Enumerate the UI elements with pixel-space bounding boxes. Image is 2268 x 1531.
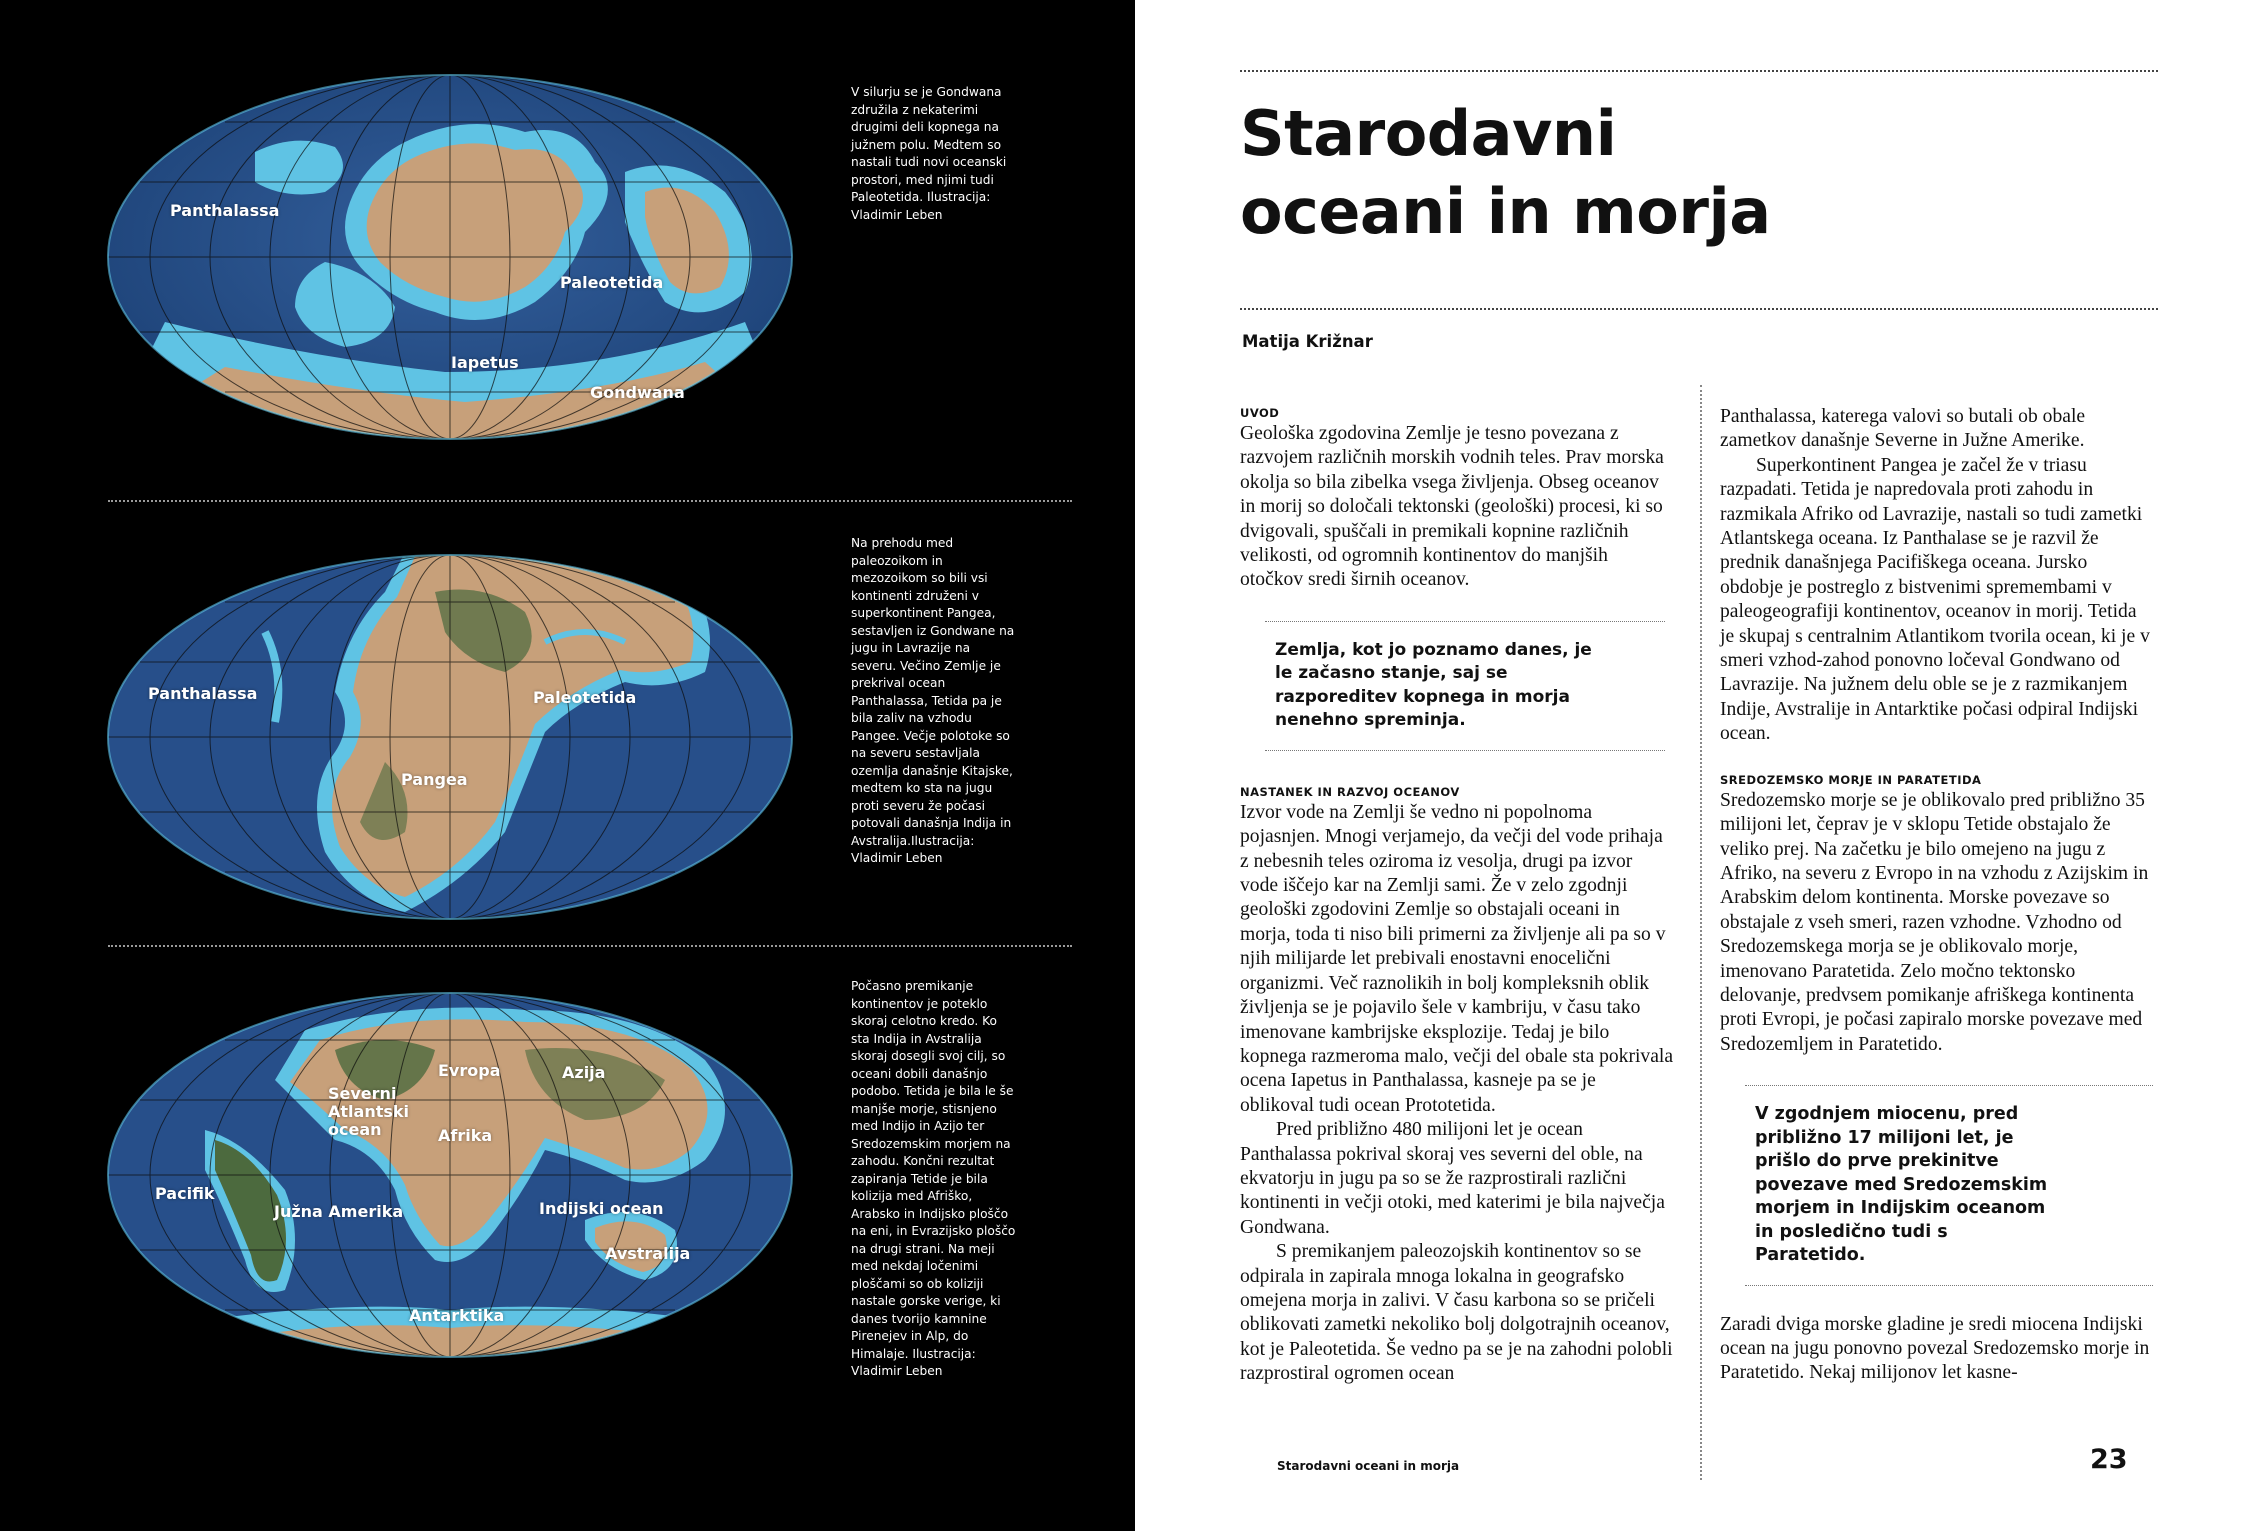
map-caption: Počasno premikanje kontinentov je poteklo skoraj celotno kredo. Ko sta Indija in Avstralija skoraj dosegli svoj cilj, so oceani dobili današnjo podobo. Tetida je bila le še manjše morje, stisnjeno med Indijo in Azijo ter Sredozemskim morjem na zahodu. Končni rezultat zapiranja Tetide je bila kolizija med Afriško, Arabsko in Indijsko ploščo na eni, in Evrazijsko ploščo na drugi strani. Na meji med nekdaj ločenimi ploščami so ob koliziji nastale gorske verige, ki danes tvorijo kamnine Pirenejev in Alp, do Himalaje. Ilustracija: Vladimir Leben — [851, 979, 1016, 1378]
map-label: Pangea — [401, 770, 468, 789]
map-label: Paleotetida — [533, 688, 637, 707]
title-line: Starodavni — [1240, 97, 1617, 170]
running-footer: Starodavni oceani in morja — [1277, 1459, 1460, 1473]
map-label: Indijski ocean — [539, 1199, 664, 1218]
map-label: Gondwana — [590, 383, 685, 402]
top-rule — [1240, 70, 2158, 72]
paragraph: S premikanjem paleozojskih kontinentov so se odpirala in zapirala mnoga lokalna in geografsko omejena morja in zalivi. V času karbona so se pričeli oblikovati zametki nekoliko bolj dolgotrajnih oceanov, kot je Paleotetida. Še vedno pa se je na zahodni polobli razprostiral ogromen ocean — [1240, 1241, 1673, 1385]
article-page — [1135, 0, 2268, 1531]
map-label: Pacifik — [155, 1184, 215, 1203]
map-cretaceous — [105, 990, 795, 1360]
author-rule — [1240, 308, 2158, 310]
column-2 — [1720, 405, 2154, 1386]
section-heading: NASTANEK IN RAZVOJ OCEANOV — [1240, 784, 1460, 799]
map-label: Iapetus — [451, 353, 519, 372]
map-label: Panthalassa — [170, 201, 280, 220]
paragraph: Zaradi dviga morske gladine je sredi miocena Indijski ocean na jugu ponovno povezal Sredozemsko morje in Paratetido. Nekaj milijonov let kasne- — [1720, 1313, 2150, 1384]
map-caption: V silurju se je Gondwana združila z nekaterimi drugimi deli kopnega na južnem polu. Medtem so nastali tudi novi oceanski prostori, med njimi tudi Paleotetida. Ilustracija: Vladimir Leben — [851, 85, 1007, 222]
quote-rule — [1745, 1085, 2153, 1086]
paragraph: Izvor vode na Zemlji še vedno ni popolnoma pojasnjen. Mnogi verjamejo, da večji del vode prihaja z nebesnih teles oziroma iz vesolja, drugi pa izvor vode iščejo kar na Zemlji sami. Že v zelo zgodnji geološki zgodovini Zemlje so obstajali oceani in morja, toda ti niso bili primerni za življenje ali pa so v njih milijarde let prebivali enostavni enocelični organizmi. Več raznolikih in bolj kompleksnih oblik življenja se je pojavilo šele v kambriju, v času tako imenovane kambrijske eksplozije. Tedaj je bilo kopnega razmeroma malo, večji del obale sta pokrivala ocena Iapetus in Panthalassa, kasneje pa se je oblikoval tudi ocean Prototetida. — [1240, 801, 1674, 1116]
pull-quote: Zemlja, kot jo poznamo danes, je le začasno stanje, saj se razporeditev kopnega in morja nenehno spreminja. — [1275, 639, 1592, 731]
paragraph: Pred približno 480 milijoni let je ocean Panthalassa pokrival skoraj ves severni del oble, na ekvatorju in jugu pa so se že razprostirali različni kontinenti in večji otoki, med katerimi je bila največja Gondwana. — [1240, 1119, 1665, 1238]
author-name: Matija Križnar — [1242, 332, 1373, 351]
map-label: Evropa — [438, 1061, 501, 1080]
paragraph: Sredozemsko morje se je oblikovalo pred približno 35 milijoni let, čeprav je v sklopu Tetide obstajalo že veliko prej. Na začetku je bilo omejeno na jugu z Afriko, na severu z Evropo in na vzhodu z Azijskim in Arabskim delom kontinenta. Morske povezave so obstajale z vseh smeri, razen vzhodne. Vzhodno od Sredozemskega morja se je oblikovalo morje, imenovano Paratetida. Zelo močno tektonsko delovanje, predvsem pomikanje afriškega kontinenta proti Evropi, je počasi zapiralo morske povezave med Sredozemljem in Paratetido. — [1720, 789, 2149, 1055]
map-label: Afrika — [438, 1126, 493, 1145]
paragraph: Superkontinent Pangea je začel že v triasu razpadati. Tetida je napredovala proti zahodu in razmikala Afriko od Lavrazije, nastali so tudi zametki Atlantskega oceana. Iz Panthalase se je razvil že prednik današnjega Pacifiškega oceana. Jursko obdobje je postreglo z bistvenimi spremembami v paleogeografiji kontinentov, oceanov in morij. Tetida je skupaj s centralnim Atlantikom tvorila ocean, ki je v smeri vzhod-zahod ponovno ločeval Gondwano od Lavrazije. Na južnem delu oble se je z razmikanjem Indije, Avstralije in Antarktike počasi odpiral Indijski ocean. — [1720, 454, 2150, 745]
map-caption: Na prehodu med paleozoikom in mezozoikom so bili vsi kontinenti združeni v superkontinent Pangea, sestavljen iz Gondwane na jugu in Lavrazije na severu. Večino Zemlje je prekrival ocean Panthalassa, Tetida pa je bila zaliv na vzhodu Pangee. Večje polotoke so na severu sestavljala ozemlja današnje Kitajske, medtem ko sta na jugu proti severu že počasi potovali današnja Indija in Avstralija.Ilustracija: Vladimir Leben — [851, 536, 1015, 865]
quote-rule — [1265, 621, 1665, 622]
paragraph: Geološka zgodovina Zemlje je tesno povezana z razvojem različnih morskih vodnih teles. Prav morska okolja so bila zibelka vsega življenja. Obseg oceanov in morij so določali tektonski (geološki) procesi, ki so dvigovali, spuščali in premikali kopnine različnih velikosti, od ogromnih kontinentov do manjših otočkov sredi širnih oceanov. — [1240, 423, 1664, 591]
pull-quote: V zgodnjem miocenu, pred približno 17 milijoni let, je prišlo do prve prekinitve povezave med Sredozemskim morjem in Indijskim oceanom in posledično tudi s Paratetido. — [1755, 1104, 2048, 1266]
map-silurian — [105, 72, 795, 442]
page-number: 23 — [2090, 1444, 2128, 1475]
divider — [108, 945, 1072, 947]
map-label: Panthalassa — [148, 684, 258, 703]
map-label: Antarktika — [409, 1306, 505, 1325]
map-label: Južna Amerika — [274, 1202, 404, 1221]
title-line: oceani in morja — [1240, 175, 1771, 248]
map-pangea — [105, 552, 795, 922]
article-title — [1240, 95, 1940, 251]
paragraph: Panthalassa, katerega valovi so butali ob obale zametkov današnje Severne in Južne Amerike. — [1720, 406, 2086, 452]
map-label: Azija — [562, 1063, 606, 1082]
divider — [108, 500, 1072, 502]
column-1 — [1240, 405, 1674, 1387]
column-divider — [1700, 385, 1702, 1480]
map-label: Avstralija — [605, 1244, 691, 1263]
section-heading: SREDOZEMSKO MORJE IN PARATETIDA — [1720, 772, 1982, 787]
map-label: Paleotetida — [560, 273, 664, 292]
map-label: Severni Atlantski ocean — [328, 1084, 409, 1139]
section-heading: UVOD — [1240, 406, 1280, 420]
